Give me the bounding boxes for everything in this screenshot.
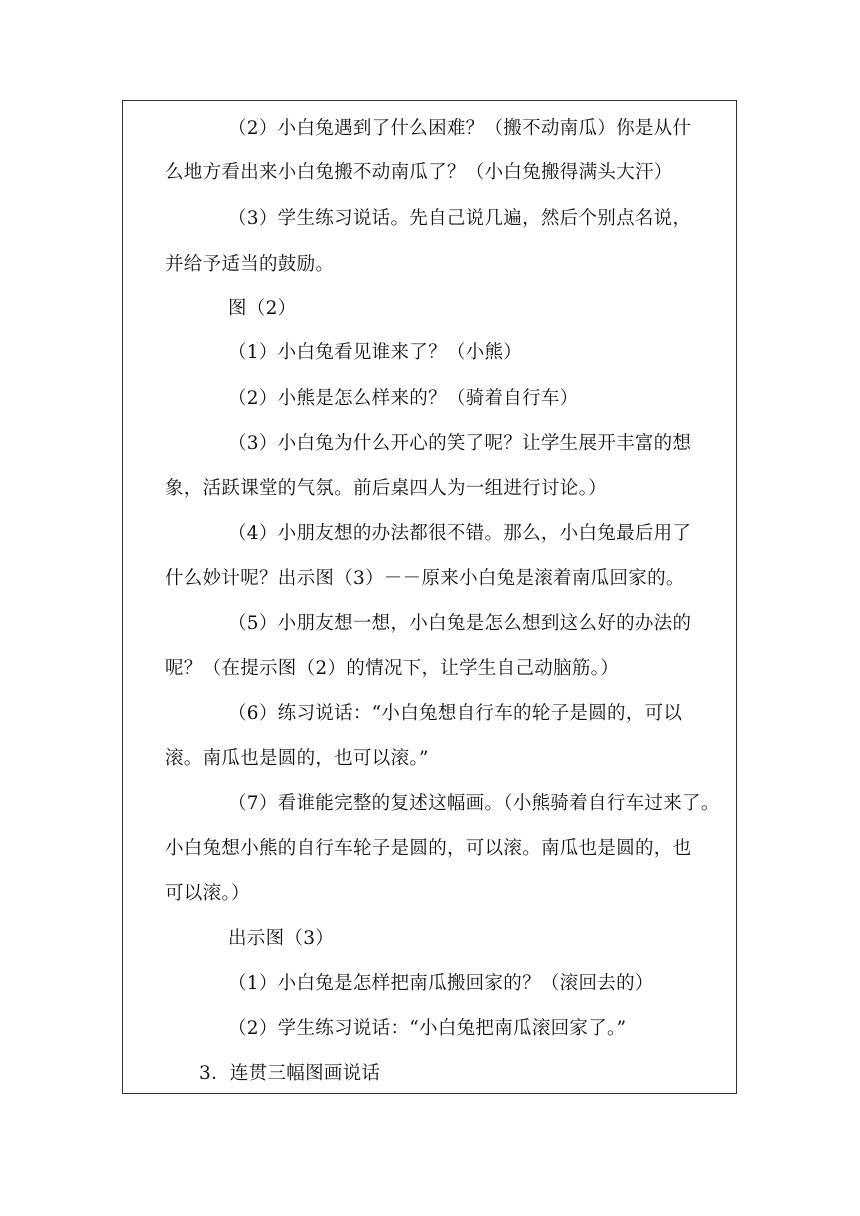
text-line: （6）练习说话：“小白兔想自行车的轮子是圆的，可以 bbox=[228, 703, 683, 724]
text-line: 什么妙计呢？出示图（3）－－原来小白兔是滚着南瓜回家的。 bbox=[165, 568, 685, 589]
text-line: 可以滚。） bbox=[165, 883, 250, 904]
text-line: 么地方看出来小白兔搬不动南瓜了？（小白兔搬得满头大汗） bbox=[165, 162, 673, 183]
text-line: （3）小白兔为什么开心的笑了呢？让学生展开丰富的想 bbox=[228, 433, 692, 454]
text-line: 并给予适当的鼓励。 bbox=[165, 254, 335, 275]
text-line: （3）学生练习说话。先自己说几遍，然后个别点名说， bbox=[228, 208, 692, 229]
text-line: 滚。南瓜也是圆的，也可以滚。” bbox=[165, 748, 429, 769]
section-heading: 图（2） bbox=[228, 298, 297, 319]
text-line: （5）小朋友想一想，小白兔是怎么想到这么好的办法的 bbox=[228, 613, 692, 634]
text-line: （2）学生练习说话：“小白兔把南瓜滚回家了。” bbox=[228, 1018, 627, 1039]
text-line: （2）小熊是怎么样来的？（骑着自行车） bbox=[228, 388, 579, 409]
text-line: 象，活跃课堂的气氛。前后桌四人为一组进行讨论。） bbox=[165, 478, 607, 499]
numbered-heading: 3．连贯三幅图画说话 bbox=[199, 1063, 381, 1084]
text-line: 呢？（在提示图（2）的情况下，让学生自己动脑筋。） bbox=[165, 658, 620, 679]
text-line: （7）看谁能完整的复述这幅画。（小熊骑着自行车过来了。 bbox=[228, 793, 720, 814]
text-line: （1）小白兔看见谁来了？（小熊） bbox=[228, 342, 523, 363]
text-line: 小白兔想小熊的自行车轮子是圆的，可以滚。南瓜也是圆的，也 bbox=[165, 838, 692, 859]
text-line: （4）小朋友想的办法都很不错。那么，小白兔最后用了 bbox=[228, 523, 692, 544]
text-line: （1）小白兔是怎样把南瓜搬回家的？（滚回去的） bbox=[228, 973, 654, 994]
section-heading: 出示图（3） bbox=[228, 928, 335, 949]
table-cell-border bbox=[122, 100, 737, 1094]
text-line: （2）小白兔遇到了什么困难？（搬不动南瓜）你是从什 bbox=[228, 118, 692, 139]
